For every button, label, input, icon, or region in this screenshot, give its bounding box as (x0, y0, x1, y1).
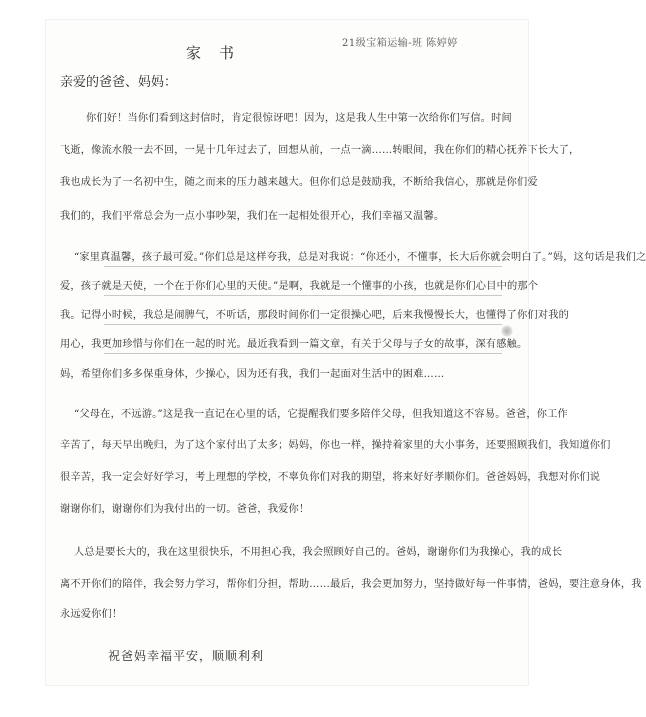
letter-line: “父母在，不远游。”这是我一直记在心里的话，它提醒我们要多陪伴父母，但我知道这不容易。爸爸，你工作 (74, 409, 568, 420)
letter-title: 家书 (186, 44, 253, 62)
letter-page (46, 20, 646, 685)
ruled-line (104, 353, 502, 354)
letter-line: 爱，孩子就是天使，一个在于你们心里的天使。”是啊，我就是一个懂事的小孩，也就是你们心目中的那个 (60, 281, 539, 292)
letter-line: 我们的，我们平常总会为一点小事吵架，我们在一起相处很开心，我们幸福又温馨。 (60, 211, 445, 222)
letter-line: 永远爱你们！ (60, 609, 123, 620)
ink-dot (501, 325, 513, 337)
letter-author: 21级宝箱运输-班 陈婷婷 (342, 38, 458, 49)
letter-line: 我。记得小时候，我总是闹脾气，不听话，那段时间你们一定很操心吧，后来我慢慢长大，也懂得了你们对我的 (60, 310, 569, 321)
letter-line: 谢谢你们，谢谢你们为我付出的一切。爸爸，我爱你！ (60, 504, 310, 515)
letter-line: 你们好！当你们看到这封信时，肯定很惊讶吧！因为，这是我人生中第一次给你们写信。时间 (86, 113, 512, 124)
letter-line: “家里真温馨，孩子最可爱。”你们总是这样夸我，总是对我说：“你还小，不懂事，长大后你就会明白了。”妈，这句话是我们之 (74, 252, 646, 263)
ruled-line (104, 324, 502, 325)
letter-closing: 祝爸妈幸福平安，顺顺利利 (108, 649, 265, 663)
letter-line: 飞逝，像流水般一去不回，一晃十几年过去了，回想从前，一点一滴……转眼间，我在你们的精心抚养下长大了， (60, 145, 580, 156)
letter-line: 离不开你们的陪伴，我会努力学习，帮你们分担，帮助……最后，我会更加努力，坚持做好每一件事情，爸妈，要注意身体，我 (60, 579, 642, 590)
letter-salutation: 亲爱的爸爸、妈妈： (60, 75, 178, 90)
ruled-line (104, 266, 502, 267)
letter-line: 我也成长为了一名初中生，随之而来的压力越来越大。但你们总是鼓励我，不断给我信心，那就是你们爱 (60, 177, 538, 188)
letter-line: 辛苦了，每天早出晚归，为了这个家付出了太多；妈妈，你也一样，操持着家里的大小事务，还要照顾我们，我知道你们 (60, 440, 611, 451)
letter-line: 人总是要长大的，我在这里很快乐，不用担心我，我会照顾好自己的。爸妈，谢谢你们为我操心，我的成长 (74, 547, 563, 558)
letter-line: 用心，我更加珍惜与你们在一起的时光。最近我看到一篇文章，有关于父母与子女的故事，深有感触。 (60, 339, 528, 350)
letter-line: 妈，希望你们多多保重身体，少操心，因为还有我，我们一起面对生活中的困难…… (60, 369, 445, 380)
ruled-line (104, 295, 502, 296)
letter-line: 很辛苦，我一定会好好学习，考上理想的学校，不辜负你们对我的期望，将来好好孝顺你们。爸爸妈妈，我想对你们说 (60, 472, 601, 483)
